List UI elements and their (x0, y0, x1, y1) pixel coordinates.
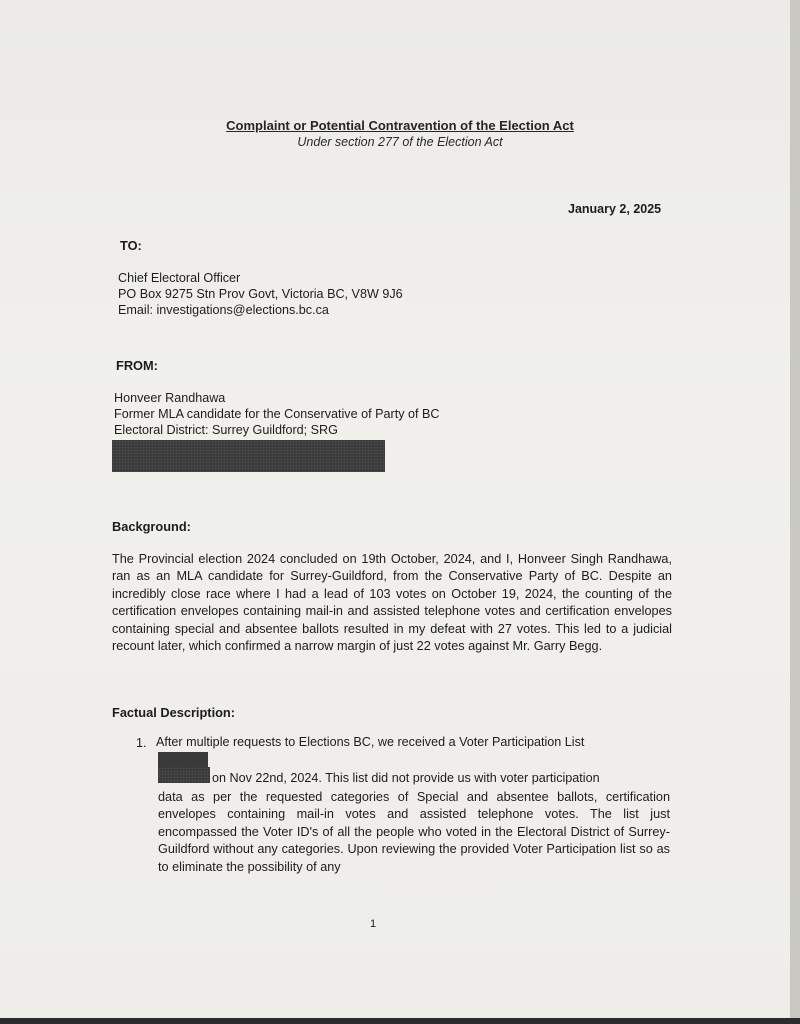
list-item-first-line: After multiple requests to Elections BC, we received a Voter Participation List (156, 735, 585, 749)
to-line: Chief Electoral Officer (118, 271, 241, 285)
redaction-box (158, 767, 210, 783)
scanner-edge (0, 1018, 800, 1024)
background-heading: Background: (112, 519, 191, 534)
from-line: Honveer Randhawa (114, 391, 226, 405)
to-label: TO: (120, 238, 142, 253)
to-address-block (118, 270, 403, 318)
page-edge (790, 0, 800, 1024)
to-line: PO Box 9275 Stn Prov Govt, Victoria BC, V8W 9J6 (118, 287, 403, 301)
document-subtitle: Under section 277 of the Election Act (297, 135, 503, 149)
from-address-block (114, 390, 439, 438)
background-paragraph: The Provincial election 2024 concluded on 19th October, 2024, and I, Honveer Singh Randhawa, ran as an MLA candidate for Surrey-Guildford, from the Conservative Party of BC. Despite an incredibly close race where I had a lead of 103 votes on October 19, 2024, the counting of the certification envelopes containing mail-in and assisted telephone votes and certification envelopes containing special and absentee ballots resulted in my defeat with 27 votes. This led to a judicial recount later, which confirmed a narrow margin of just 22 votes against Mr. Garry Begg. (112, 552, 672, 654)
from-label: FROM: (116, 358, 158, 373)
document-title: Complaint or Potential Contravention of the Election Act (226, 118, 574, 133)
from-line: Former MLA candidate for the Conservative of Party of BC (114, 407, 440, 421)
factual-heading: Factual Description: (112, 705, 236, 720)
list-item-paragraph: data as per the requested categories of Special and absentee ballots, certification envelopes containing mail-in votes and assisted telephone votes. The list just encompassed the Voter ID's of all the people who voted in the Electoral District of Surrey-Guildford without any categories. Upon reviewing the provided Voter Participation list so as to eliminate the possibility of any (158, 790, 670, 874)
list-item-second-line: on Nov 22nd, 2024. This list did not provide us with voter participation (212, 771, 600, 785)
page-number: 1 (370, 918, 377, 930)
from-line: Electoral District: Surrey Guildford; SRG (114, 423, 338, 437)
redaction-box (112, 440, 385, 472)
to-line: Email: investigations@elections.bc.ca (118, 303, 329, 317)
document-date: January 2, 2025 (568, 202, 662, 216)
list-number: 1. (136, 736, 147, 750)
